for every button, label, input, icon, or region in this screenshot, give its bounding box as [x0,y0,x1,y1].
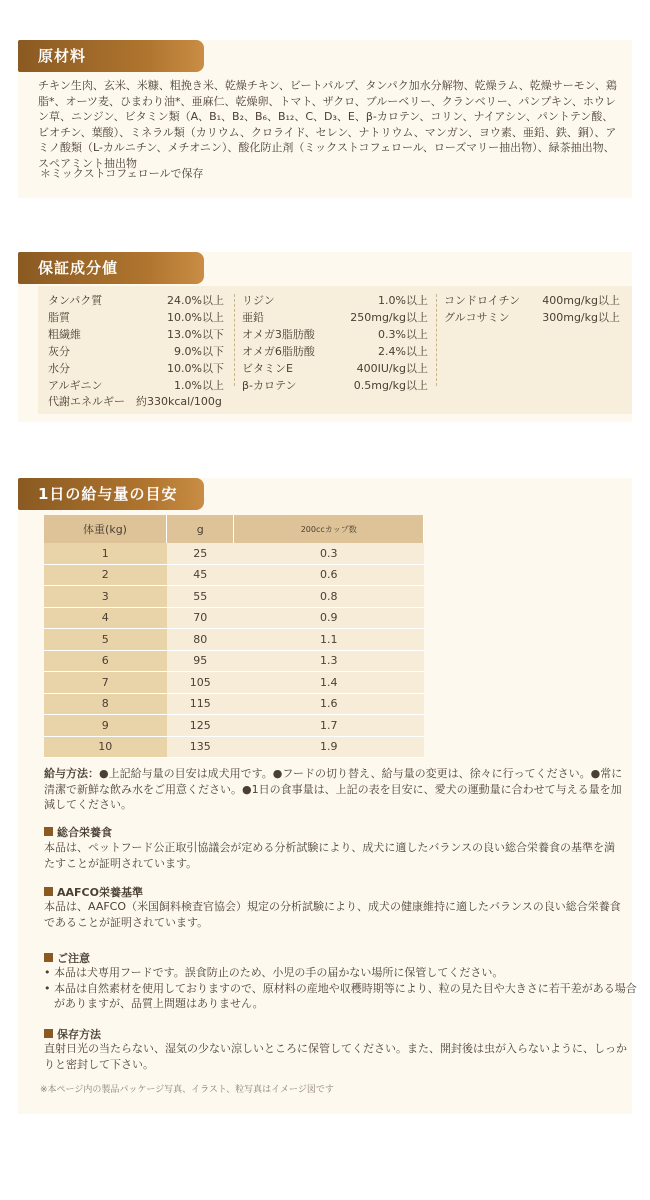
nutrient-row [48,343,224,360]
energy-value: 代謝エネルギー 約330kcal/100g [48,395,222,408]
nutrient-row [48,309,224,326]
nutrient-value: 2.4%以上 [378,345,428,358]
table-row [44,564,424,586]
nutrient-value: 13.0%以下 [167,328,224,341]
aafco-text: 本品は、AAFCO（米国飼料検査官協会）規定の分析試験により、成犬の健康維持に適したバランスの良い総合栄養食であることが証明されています。 [44,900,621,929]
feeding-method-label: 給与方法： [44,767,99,780]
weight-cell: 8 [44,693,167,715]
ingredients-heading: 原材料 [18,40,204,72]
nutrient-value: 250mg/kg以上 [350,311,428,324]
square-bullet-icon [44,953,53,962]
nutrient-row [242,343,428,360]
storage-heading: 保存方法 [44,1026,101,1042]
general-nutrition-text: 本品は、ペットフード公正取引協議会が定める分析試験により、成犬に適したバランスの良い総合栄養食の基準を満たすことが証明されています。 [44,841,616,870]
nutrition-column-3 [444,292,620,326]
nutrient-value: 1.0%以上 [174,379,224,392]
feeding-heading: 1日の給与量の目安 [18,478,204,510]
nutrient-row [48,326,224,343]
table-row [44,629,424,651]
table-row [44,672,424,694]
grams-cell: 125 [167,715,234,737]
caution-heading: ご注意 [44,950,90,966]
header-weight: 体重(kg) [44,515,167,543]
weight-cell: 7 [44,672,167,694]
nutrient-name: ビタミンE [242,362,293,375]
grams-cell: 55 [167,586,234,608]
feeding-method [44,766,628,813]
cups-cell: 0.8 [234,586,424,608]
nutrition-column-1 [48,292,224,394]
table-row [44,543,424,564]
nutrient-name: コンドロイチン [444,294,521,307]
nutrient-value: 0.3%以上 [378,328,428,341]
caution-item: • 本品は犬専用フードです。誤食防止のため、小児の手の届かない場所に保管してください。 [44,965,640,981]
caution-list [44,965,640,1012]
feeding-table-header [44,515,424,543]
grams-cell: 25 [167,543,234,564]
nutrient-row [242,377,428,394]
grams-cell: 80 [167,629,234,651]
nutrient-value: 400mg/kg以上 [542,294,620,307]
ingredients-text: チキン生肉、玄米、米糠、粗挽き米、乾燥チキン、ビートパルプ、タンパク加水分解物、乾燥ラム、乾燥サーモン、鶏脂*、オーツ麦、ひまわり油*、亜麻仁、乾燥卵、トマト、ザクロ、ブルーベリー、クランベリー、パンプキン、ホウレン草、ニンジン、ビタミン類（A、B₁、B₂、B₆、B₁₂、C、D₃、E、β-カロテン、コリン、ナイアシン、パントテン酸、ビオチン、葉酸）、ミネラル類（カリウム、クロライド、セレン、ナトリウム、マンガン、ヨウ素、亜鉛、鉄、銅）、アミノ酸類（L-カルニチン、メチオニン）、酸化防止剤（ミックストコフェロール、ローズマリー抽出物）、緑茶抽出物、スペアミント抽出物 [38,79,617,170]
nutrient-value: 24.0%以上 [167,294,224,307]
table-row [44,586,424,608]
nutrient-name: タンパク質 [48,294,103,307]
nutrition-column-2 [242,292,428,394]
weight-cell: 9 [44,715,167,737]
feeding-method-text: ●上記給与量の目安は成犬用です。●フードの切り替え、給与量の変更は、徐々に行ってください。●常に清潔で新鮮な飲み水をご用意ください。●1日の食事量は、上記の表を目安に、愛犬の運動量に合わせて与える量を加減してください。 [44,767,623,811]
header-grams: g [167,515,234,543]
nutrient-name: β-カロテン [242,379,297,392]
nutrient-row [444,292,620,309]
square-bullet-icon [44,1029,53,1038]
cups-cell: 1.7 [234,715,424,737]
grams-cell: 135 [167,736,234,758]
square-bullet-icon [44,887,53,896]
weight-cell: 1 [44,543,167,564]
square-bullet-icon [44,827,53,836]
grams-cell: 105 [167,672,234,694]
weight-cell: 3 [44,586,167,608]
nutrient-row [444,309,620,326]
weight-cell: 6 [44,650,167,672]
nutrient-row [242,292,428,309]
weight-cell: 2 [44,564,167,586]
nutrient-value: 0.5mg/kg以上 [353,379,428,392]
cups-cell: 0.9 [234,607,424,629]
nutrient-name: 水分 [48,362,70,375]
nutrient-name: 粗繊維 [48,328,81,341]
general-nutrition-heading: 総合栄養食 [44,824,112,840]
nutrition-table [38,286,632,414]
cups-cell: 1.3 [234,650,424,672]
column-divider [234,294,235,386]
nutrient-row [48,360,224,377]
nutrient-value: 300mg/kg以上 [542,311,620,324]
nutrition-heading: 保証成分値 [18,252,204,284]
nutrient-name: 灰分 [48,345,70,358]
nutrient-name: アルギニン [48,379,103,392]
cups-cell: 0.3 [234,543,424,564]
nutrient-value: 9.0%以下 [174,345,224,358]
nutrient-name: リジン [242,294,275,307]
nutrient-value: 400IU/kg以上 [356,362,428,375]
footnote: ※本ページ内の製品パッケージ写真、イラスト、粒写真はイメージ図です [40,1085,334,1095]
ingredients-note: ＊ミックストコフェロールで保存 [40,167,204,180]
weight-cell: 5 [44,629,167,651]
column-divider [436,294,437,386]
table-row [44,693,424,715]
nutrient-row [242,360,428,377]
nutrient-name: オメガ6脂肪酸 [242,345,315,358]
grams-cell: 115 [167,693,234,715]
nutrient-name: 亜鉛 [242,311,264,324]
nutrient-row [242,326,428,343]
grams-cell: 45 [167,564,234,586]
nutrient-value: 10.0%以下 [167,362,224,375]
grams-cell: 70 [167,607,234,629]
storage-text: 直射日光の当たらない、湿気の少ない涼しいところに保管してください。また、開封後は虫が入らないように、しっかりと密封して下さい。 [44,1042,627,1071]
table-row [44,650,424,672]
table-row [44,736,424,758]
header-cups: 200ccカップ数 [234,515,424,543]
nutrient-row [242,309,428,326]
weight-cell: 4 [44,607,167,629]
cups-cell: 0.6 [234,564,424,586]
nutrient-row [48,292,224,309]
caution-item: • 本品は自然素材を使用しておりますので、原材料の産地や収穫時期等により、粒の見た目や大きさに若干差がある場合がありますが、品質上問題はありません。 [44,981,640,1012]
weight-cell: 10 [44,736,167,758]
nutrient-name: 脂質 [48,311,70,324]
nutrient-name: オメガ3脂肪酸 [242,328,315,341]
aafco-heading: AAFCO栄養基準 [44,884,143,900]
cups-cell: 1.1 [234,629,424,651]
cups-cell: 1.4 [234,672,424,694]
nutrient-value: 10.0%以上 [167,311,224,324]
cups-cell: 1.9 [234,736,424,758]
cups-cell: 1.6 [234,693,424,715]
grams-cell: 95 [167,650,234,672]
nutrient-value: 1.0%以上 [378,294,428,307]
feeding-table [44,515,424,758]
table-row [44,715,424,737]
table-row [44,607,424,629]
nutrient-name: グルコサミン [444,311,510,324]
nutrient-row [48,377,224,394]
